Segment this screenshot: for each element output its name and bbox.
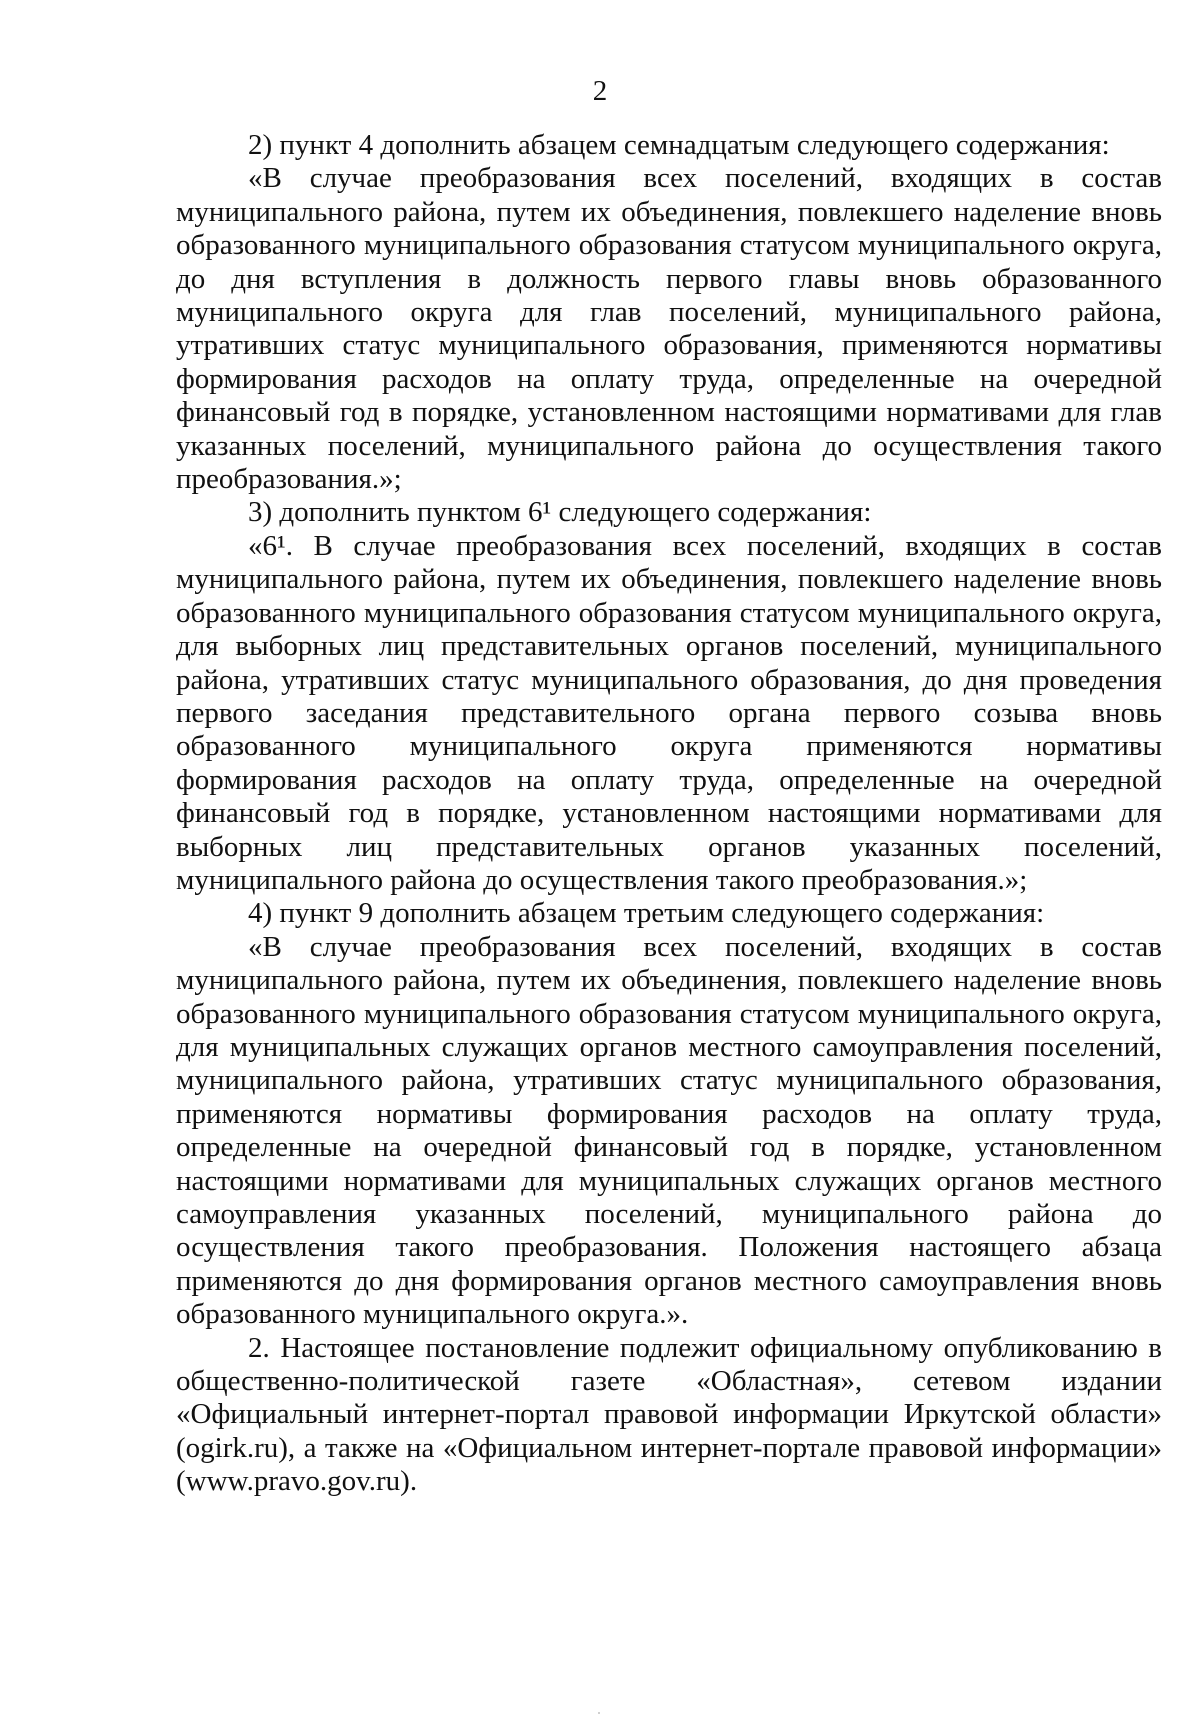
document-body [176,129,1162,1499]
paragraph-item-3-lead: 3) дополнить пунктом 6¹ следующего содержания: [248,496,872,529]
paragraph-item-2-text: «В случае преобразования всех поселений, входящих в состав муниципального района, путем их объединения, повлекшего наделение вновь образованного муниципального образования статусом муниципального округа, до дня вступления в должность первого главы вновь образованного муниципального округа для глав поселений, муниципального района, утративших статус муниципального образования, применяются нормативы формирования расходов на оплату труда, определенные на очередной финансовый год в порядке, установленном настоящими нормативами для глав указанных поселений, муниципального района до осуществления такого преобразования.»; [176,162,1162,496]
page-number: 2 [592,75,608,107]
paragraph-item-3-text: «6¹. В случае преобразования всех поселений, входящих в состав муниципального района, путем их объединения, повлекшего наделение вновь образованного муниципального образования статусом муниципального округа, для выборных лиц представительных органов поселений, муниципального района, утративших статус муниципального образования, до дня проведения первого заседания представительного органа первого созыва вновь образованного муниципального округа применяются нормативы формирования расходов на оплату труда, определенные на очередной финансовый год в порядке, установленном настоящими нормативами для выборных лиц представительных органов указанных поселений, муниципального района до осуществления такого преобразования.»; [176,529,1162,896]
paragraph-item-2-lead: 2) пункт 4 дополнить абзацем семнадцатым следующего содержания: [248,129,1110,161]
paragraph-item-4-lead: 4) пункт 9 дополнить абзацем третьим следующего содержания: [248,897,1045,930]
paragraph-item-4-text: «В случае преобразования всех поселений, входящих в состав муниципального района, путем их объединения, повлекшего наделение вновь образованного муниципального образования статусом муниципального округа, для муниципальных служащих органов местного самоуправления поселений, муниципального района, утративших статус муниципального образования, применяются нормативы формирования расходов на оплату труда, определенные на очередной финансовый год в порядке, установленном настоящими нормативами для муниципальных служащих органов местного самоуправления указанных поселений, муниципального района до осуществления такого преобразования. Положения настоящего абзаца применяются до дня формирования органов местного самоуправления вновь образованного муниципального округа.». [176,930,1162,1331]
paragraph-publication: 2. Настоящее постановление подлежит официальному опубликованию в общественно-политической газете «Областная», сетевом издании «Официальный интернет-портал правовой информации Иркутской области» (ogirk.ru), а также на «Официальном интернет-портале правовой информации» (www.pravo.gov.ru). [176,1331,1162,1498]
scan-artifact [598,1712,600,1714]
